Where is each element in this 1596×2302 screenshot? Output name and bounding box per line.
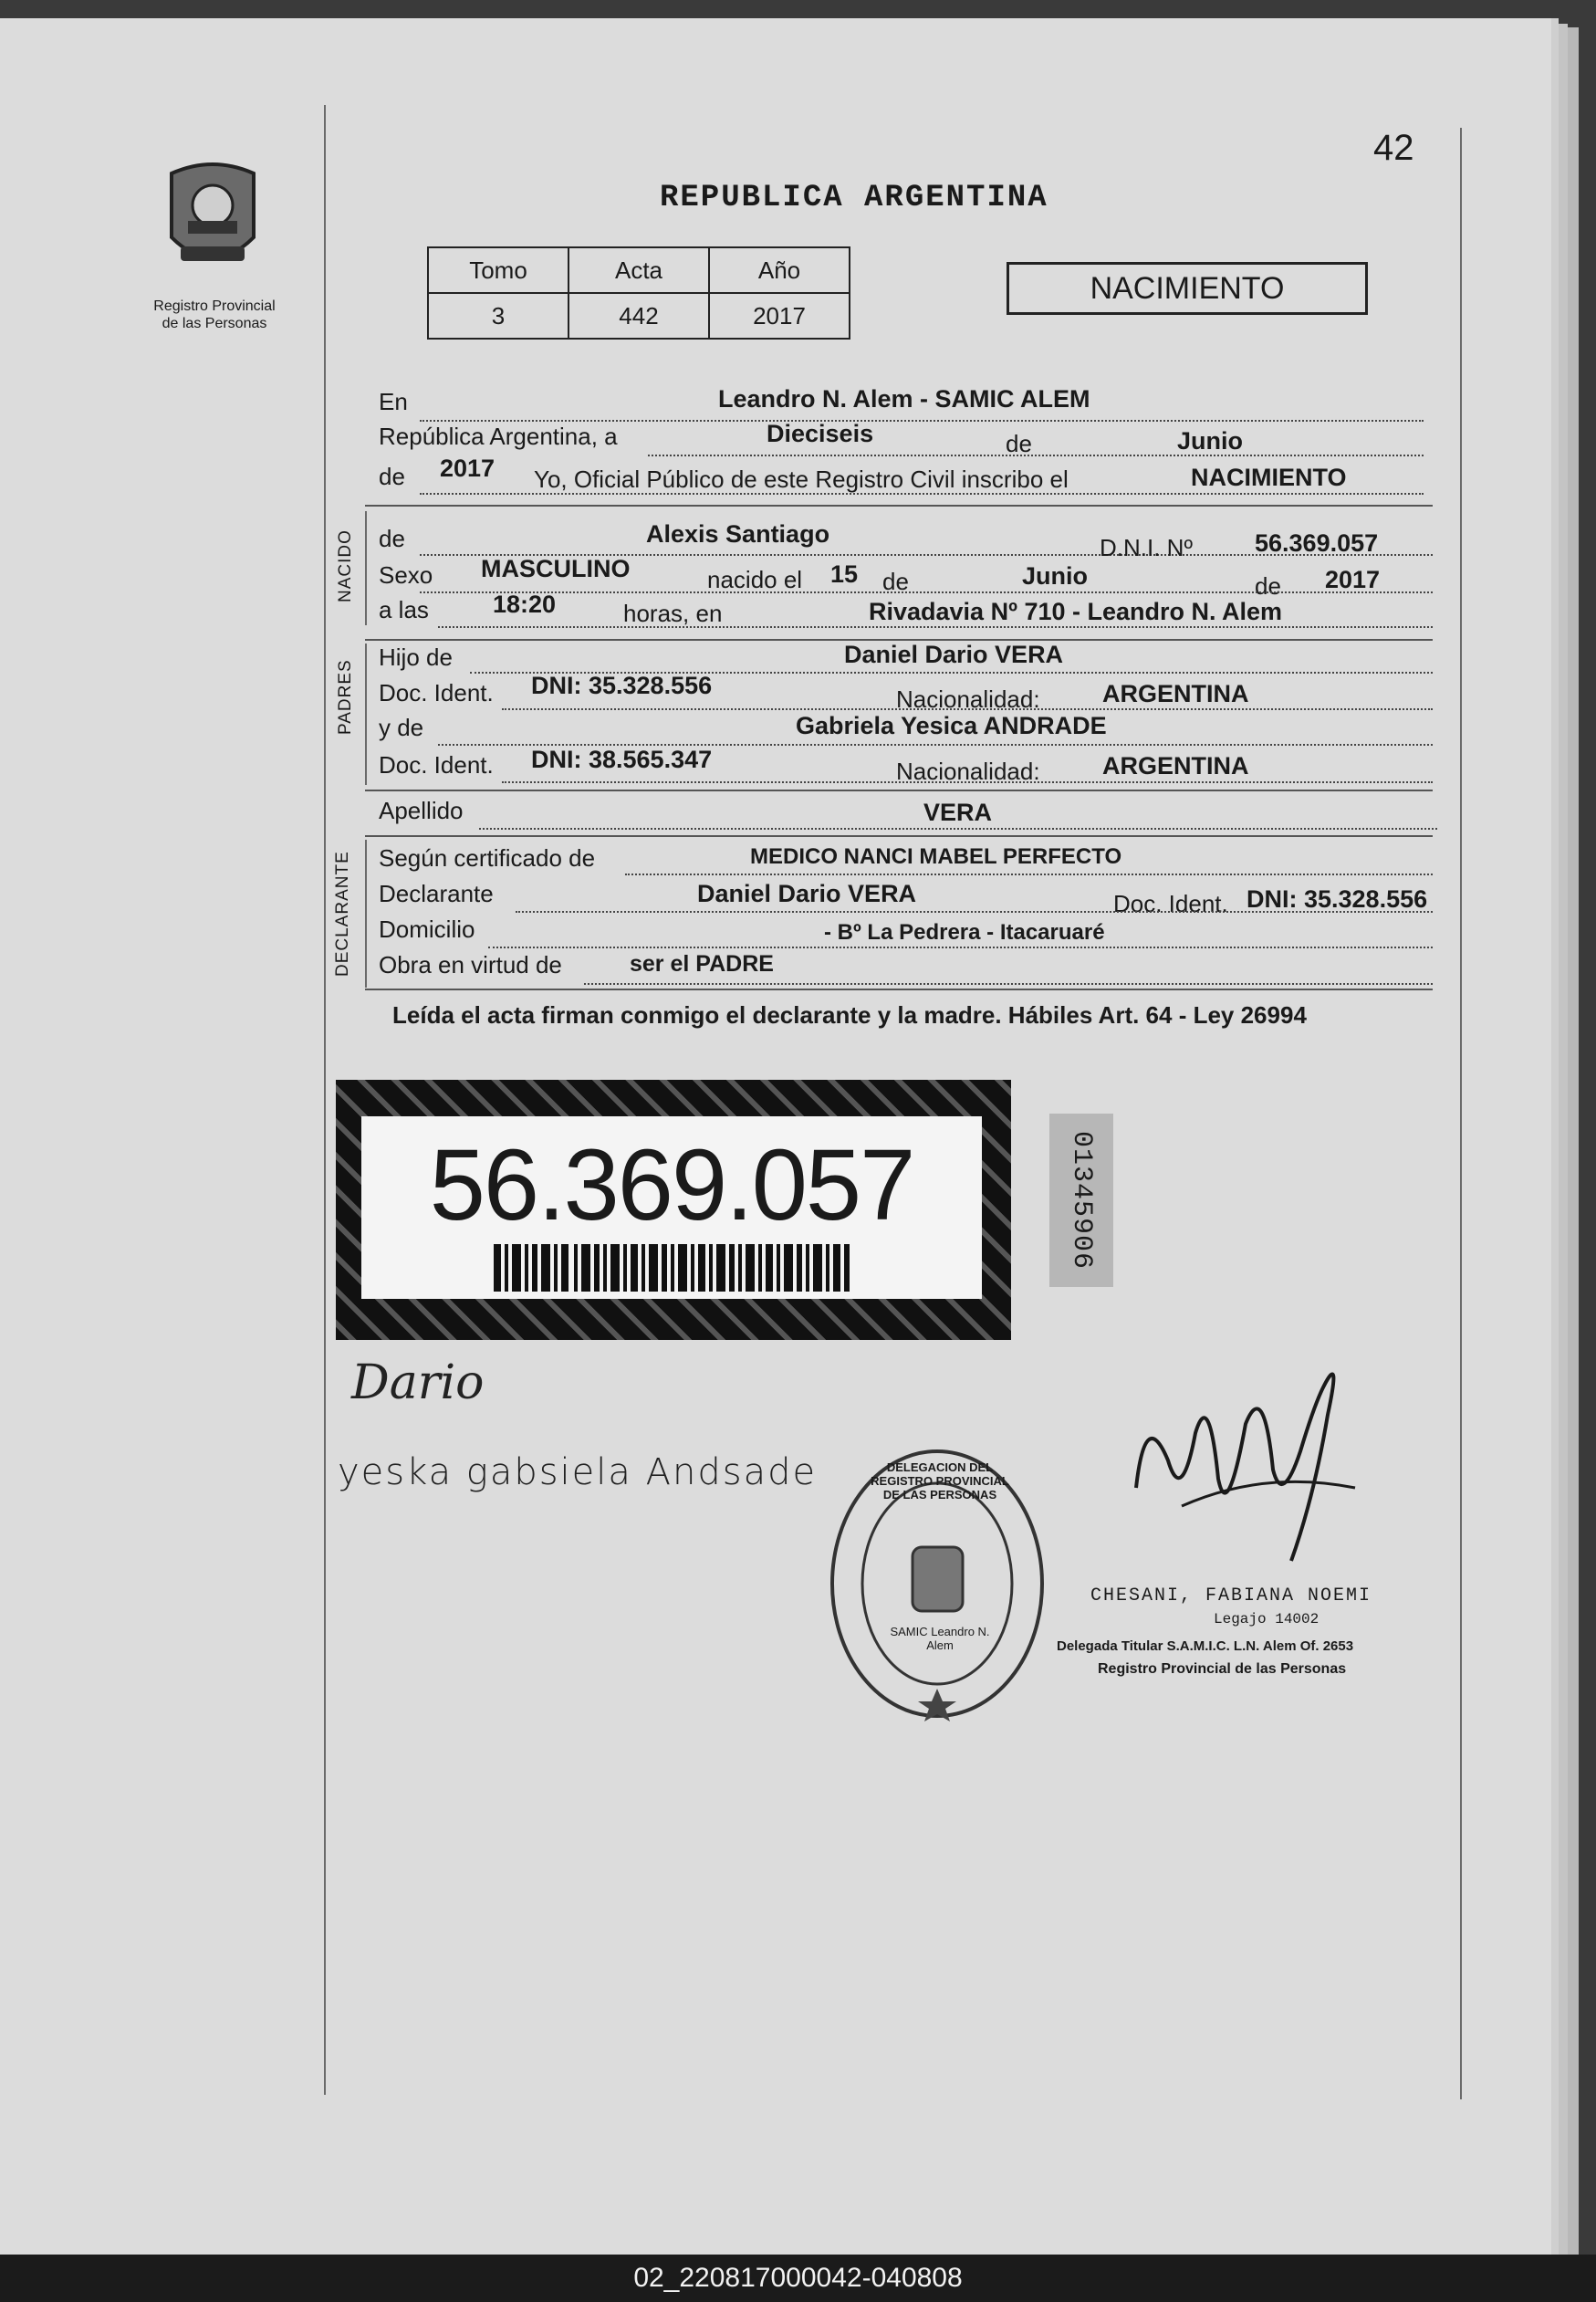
footer-code: 02_220817000042-040808 [0,2255,1596,2302]
doc1-dots [502,708,1433,710]
nacido-el-label: nacido el [707,566,803,593]
sexo-dots [420,591,1433,593]
official-name: CHESANI, FABIANA NOEMI [1090,1585,1372,1606]
barcode-icon [494,1244,850,1292]
yo-oficial-label: Yo, Oficial Público de este Registro Civil inscribo el [534,466,1069,493]
doc2-dots [502,781,1433,783]
lugar-value: Rivadavia Nº 710 - Leandro N. Alem [869,598,1283,625]
nac-dia-value: 15 [830,560,859,588]
hijo-de-label: Hijo de [379,644,453,671]
side-label-declarante: DECLARANTE [333,851,352,977]
side-label-padres: PADRES [336,659,355,735]
en-value: Leandro N. Alem - SAMIC ALEM [718,385,1090,413]
certificado-value: MEDICO NANCI MABEL PERFECTO [750,844,1122,869]
de4-label: de [882,568,909,595]
obra-label: Obra en virtud de [379,951,562,978]
side-label-nacido: NACIDO [336,529,355,602]
doc1-label: Doc. Ident. [379,679,494,706]
a-las-label: a las [379,596,429,623]
padre-value: Daniel Dario VERA [844,641,1064,668]
declarante-bracket [365,840,367,988]
left-margin-rule [324,105,326,2095]
obra-dots [584,983,1433,985]
official-signature [1127,1351,1364,1570]
header-anio: Año [709,247,850,293]
serial-number: 01345906 [1066,1130,1097,1271]
doc2-value: DNI: 38.565.347 [531,746,713,773]
official-seal [826,1442,1049,1730]
republica-label: República Argentina, a [379,423,618,450]
value-acta: 442 [569,293,709,339]
value-anio: 2017 [709,293,850,339]
signature-declarante: Dario [351,1355,485,1410]
header-acta: Acta [569,247,709,293]
y-de-label: y de [379,714,424,741]
nac-mes-value: Junio [1022,562,1088,590]
nac1-label: Nacionalidad: [896,685,1040,713]
dia-value: Dieciseis [767,420,874,447]
serial-sticker [1049,1114,1113,1287]
nac-anio-value: 2017 [1325,566,1381,593]
seal-center-text: SAMIC Leandro N. Alem [890,1625,990,1652]
official-cargo: Delegada Titular S.A.M.I.C. L.N. Alem Of. 2653 [1057,1638,1354,1654]
value-tomo: 3 [428,293,569,339]
declarante-dots [516,911,1433,913]
hora-value: 18:20 [493,591,557,618]
apellido-value: VERA [923,799,993,826]
padres-bracket [365,644,367,785]
obra-value: ser el PADRE [630,951,774,977]
section-divider-declarante [365,835,1433,837]
barcode-number: 56.369.057 [429,1129,914,1241]
document-title: REPUBLICA ARGENTINA [660,181,1048,215]
de2-label: de [379,463,405,490]
domicilio-dots [488,947,1433,948]
page-number: 42 [1373,128,1414,168]
inscribo-value: NACIMIENTO [1191,464,1347,491]
acta-table [427,246,850,340]
en-label: En [379,388,408,415]
en-dots [420,420,1424,422]
record-type-box: NACIMIENTO [1007,262,1368,315]
barcode-label [361,1116,982,1299]
de-label: de [1006,430,1032,457]
de5-label: de [1255,572,1281,600]
nombre-value: Alexis Santiago [646,520,830,548]
seal-ring-text: DELEGACION DEL REGISTRO PROVINCIAL DE LAS PERSONAS [871,1460,1009,1502]
official-registro: Registro Provincial de las Personas [1098,1661,1347,1677]
dni-value: 56.369.057 [1255,529,1379,557]
row3-dots [420,493,1424,495]
declarante-label: Declarante [379,880,494,907]
misiones-shield-icon [153,155,272,283]
certificado-dots [625,874,1433,875]
declarante-value: Daniel Dario VERA [697,880,917,907]
domicilio-value: - Bº La Pedrera - Itacaruaré [824,920,1105,945]
section-divider-nacido [365,505,1433,507]
closing-statement: Leída el acta firman conmigo el declarante y la madre. Hábiles Art. 64 - Ley 26994 [392,1001,1307,1029]
nac2-value: ARGENTINA [1102,752,1249,780]
rep-dots [648,455,1424,456]
logo-caption-line1: Registro Provincial [153,298,276,314]
barcode-sticker [336,1080,1011,1340]
section-divider-end [365,989,1433,990]
sexo-label: Sexo [379,561,433,589]
signature-madre: yeska gabsiela Andsade [338,1451,818,1493]
decl-doc-value: DNI: 35.328.556 [1247,885,1428,913]
doc2-label: Doc. Ident. [379,751,494,779]
header-tomo: Tomo [428,247,569,293]
hora-dots [438,626,1433,628]
de3-label: de [379,525,405,552]
dni-label: D.N.I. Nº [1100,534,1193,561]
nac2-label: Nacionalidad: [896,758,1040,785]
logo-caption [128,298,301,332]
section-divider-apellido [365,790,1433,791]
official-legajo: Legajo 14002 [1214,1611,1320,1627]
decl-doc-label: Doc. Ident. [1113,890,1228,917]
signature-scribble-icon [1127,1351,1364,1570]
apellido-label: Apellido [379,797,464,824]
anio-value: 2017 [440,455,495,482]
doc1-value: DNI: 35.328.556 [531,672,713,699]
right-margin-rule [1460,128,1462,2099]
madre-value: Gabriela Yesica ANDRADE [796,712,1107,739]
nacido-bracket [365,511,367,625]
nac1-value: ARGENTINA [1102,680,1249,707]
domicilio-label: Domicilio [379,916,475,943]
sexo-value: MASCULINO [481,555,631,582]
certificado-label: Según certificado de [379,844,596,872]
province-logo [153,155,272,283]
document-sheet [0,18,1551,2255]
horas-en-label: horas, en [623,600,723,627]
logo-caption-line2: de las Personas [162,316,267,331]
apellido-dots [479,828,1437,830]
mes-value: Junio [1177,427,1243,455]
